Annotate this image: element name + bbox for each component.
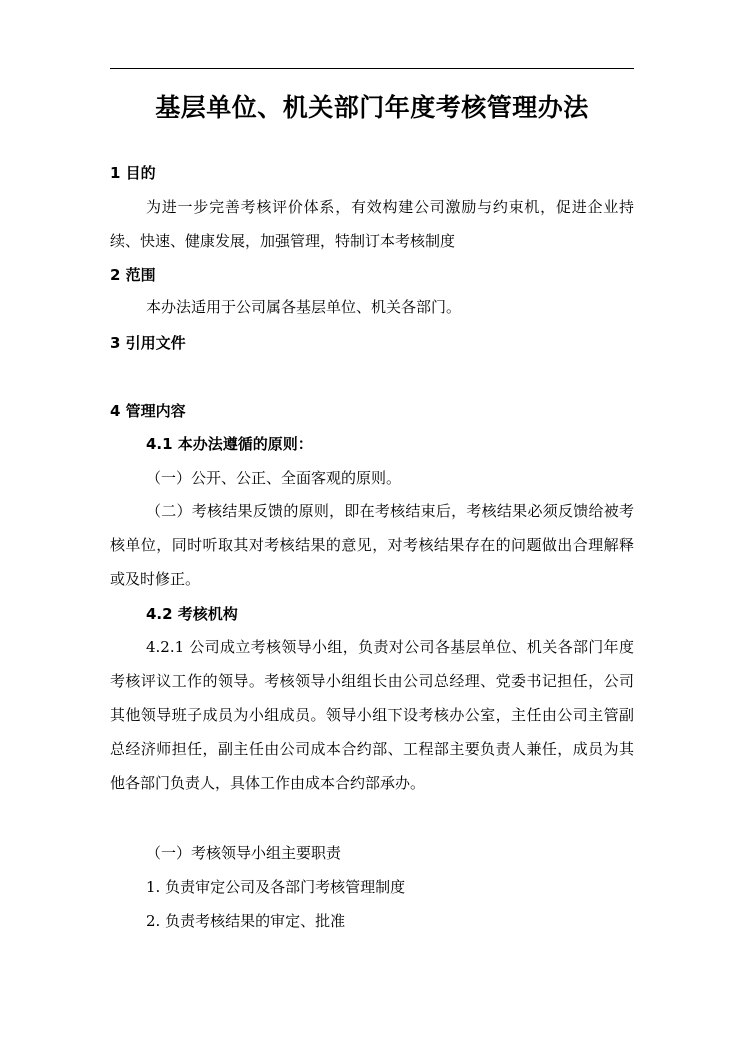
section-4-heading: 4 管理内容 (110, 402, 186, 420)
section-1-heading: 1 目的 (110, 164, 156, 182)
principle-item-1: （一）公开、公正、全面客观的原则。 (146, 469, 402, 487)
section-2-heading: 2 范围 (110, 266, 156, 284)
header-rule (110, 68, 634, 69)
leadership-group-duties-heading: （一）考核领导小组主要职责 (146, 844, 342, 862)
duty-item-2: 2. 负责考核结果的审定、批准 (146, 912, 346, 930)
document-title: 基层单位、机关部门年度考核管理办法 (155, 93, 589, 122)
section-3-heading: 3 引用文件 (110, 334, 186, 352)
section-4-2-heading: 4.2 考核机构 (146, 605, 238, 623)
principle-item-2: （二）考核结果反馈的原则，即在考核结束后，考核结果必须反馈给被考核单位，同时听取其对考核结果的意见，对考核结果存在的问题做出合理解释或及时修正。 (110, 502, 634, 588)
duty-item-1: 1. 负责审定公司及各部门考核管理制度 (146, 878, 406, 896)
section-4-1-heading: 4.1 本办法遵循的原则： (146, 435, 313, 453)
section-4-2-1-paragraph: 4.2.1 公司成立考核领导小组，负责对公司各基层单位、机关各部门年度考核评议工作的领导。考核领导小组组长由公司总经理、党委书记担任，公司其他领导班子成员为小组成员。领导小组下设考核办公室，主任由公司主管副总经济师担任，副主任由公司成本合约部、工程部主要负责人兼任，成员为其他各部门负责人，具体工作由成本合约部承办。 (110, 638, 634, 792)
section-1-paragraph: 为进一步完善考核评价体系，有效构建公司激励与约束机，促进企业持续、快速、健康发展，加强管理，特制订本考核制度 (110, 198, 634, 250)
section-2-paragraph: 本办法适用于公司属各基层单位、机关各部门。 (146, 298, 462, 316)
